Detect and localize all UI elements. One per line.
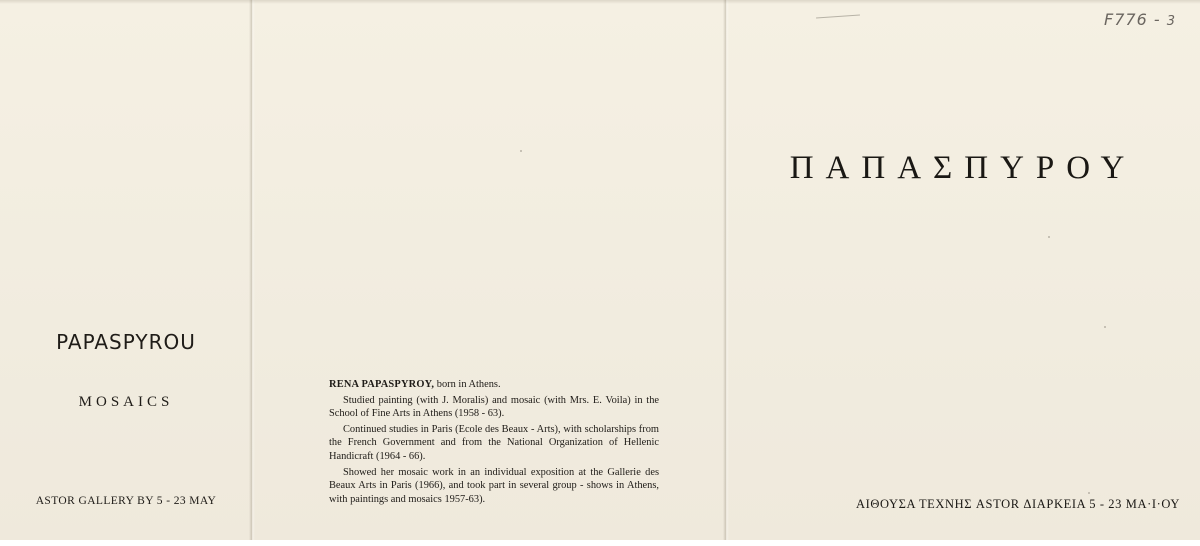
artist-name-greek: ΠΑΠΑΣΠΥΡΟΥ (789, 150, 1137, 186)
gallery-dates-greek: ΑΙΘΟΥΣΑ ΤΕΧΝΗΣ ASTOR ΔΙΑΡΚΕΙΑ 5 - 23 ΜΑ·Ι·ΟΥ (855, 497, 1180, 511)
paper-speck (1104, 326, 1106, 328)
bio-birthplace: born in Athens. (434, 379, 501, 390)
right-panel (726, 0, 1200, 546)
bio-exhibitions: Showed her mosaic work in an individual exposition at the Gallerie des Beaux Arts in Paris (1966), and took part in several group - shows in Athens, with paintings and mosaics 1957-63). (329, 466, 659, 505)
paper-speck (520, 150, 522, 152)
paper-top-edge (0, 0, 1200, 4)
paper-speck (1048, 236, 1050, 238)
artist-biography (329, 378, 659, 506)
bio-studies-athens: Studied painting (with J. Moralis) and mosaic (with Mrs. E. Voila) in the School of Fine Arts in Athens (1958 - 63). (329, 394, 659, 420)
exhibition-subtitle: MOSAICS (78, 394, 174, 410)
archive-number-main: F776 - (1104, 10, 1161, 29)
fold-crease-right (723, 0, 729, 546)
handwritten-archive-number (1104, 10, 1176, 29)
artist-name-latin: PAPASPYROU (56, 330, 196, 354)
bio-name: RENA PAPASPYROY, (329, 379, 435, 390)
archive-number-suffix: 3 (1166, 14, 1176, 29)
paper-speck (1088, 492, 1090, 494)
left-panel (0, 0, 252, 546)
fold-crease-left (249, 0, 255, 546)
gallery-dates-latin: ASTOR GALLERY BY 5 - 23 MAY (35, 495, 217, 507)
scan-bottom-margin (0, 540, 1200, 546)
bio-studies-paris: Continued studies in Paris (Ecole des Beaux - Arts), with scholarships from the French Government and from the National Organization of Hellenic Handicraft (1964 - 66). (329, 423, 659, 462)
bio-intro (329, 378, 659, 392)
